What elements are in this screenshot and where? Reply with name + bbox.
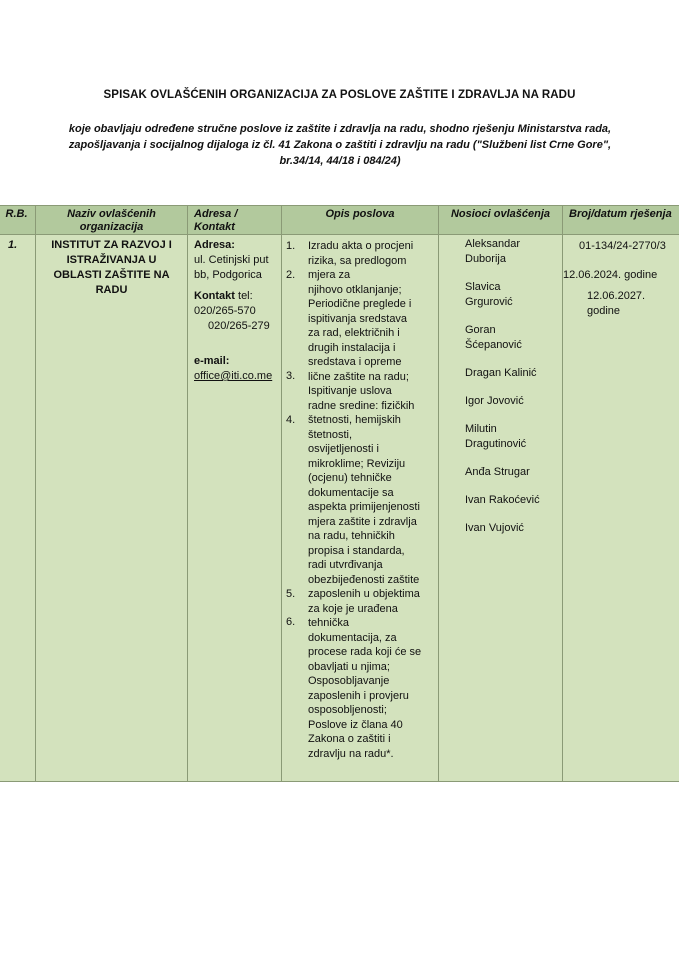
document-subtitle — [20, 121, 660, 169]
nosilac-item — [465, 521, 562, 536]
naziv-line: ISTRAŽIVANJA U — [66, 254, 157, 266]
cell-nosioci — [439, 235, 563, 782]
nosilac-item — [465, 280, 562, 310]
naziv-line: INSTITUT ZA RAZVOJ I — [51, 239, 172, 251]
header-naziv-line: Naziv ovlašćenih — [67, 208, 156, 220]
opis-line: Ispitivanje uslova — [308, 385, 392, 397]
opis-line: Periodične preglede i — [308, 298, 412, 310]
opis-line: aspekta primijenjenosti — [308, 501, 420, 513]
opis-line: radne sredine: fizičkih — [308, 399, 415, 412]
header-adresa-line: Adresa / — [194, 208, 238, 220]
cell-naziv — [36, 235, 188, 782]
opis-line: Osposobljavanje — [308, 675, 390, 687]
nosilac-name-line: Šćepanović — [465, 339, 522, 351]
opis-line: zaposlenih u objektima — [308, 588, 420, 600]
nosilac-item — [465, 394, 562, 409]
nosilac-item — [465, 323, 562, 353]
opis-line: drugih instalacija i — [308, 341, 396, 354]
opis-number: 3. — [286, 370, 296, 382]
opis-line: zaposlenih i provjeru — [308, 689, 409, 702]
header-adresa — [188, 206, 282, 235]
opis-line: Izradu akta o procjeni — [308, 240, 414, 252]
datum-do-godine: godine — [587, 305, 621, 317]
kontakt-label: Kontakt — [194, 290, 235, 302]
header-nosioci: Nosioci ovlašćenja — [439, 206, 563, 235]
subtitle-line: br.34/14, 44/18 i 084/24) — [279, 155, 401, 167]
opis-number: 1. — [286, 240, 296, 252]
nosilac-name-line: Milutin — [465, 423, 497, 435]
opis-line: Poslove iz člana 40 — [308, 718, 403, 731]
cell-opis — [282, 235, 439, 782]
opis-line: radi utvrđivanja — [308, 559, 383, 571]
opis-line: zdravlju na radu*. — [308, 747, 394, 760]
opis-line: dokumentacija, za — [308, 631, 397, 644]
opis-line: (ocjenu) tehničke — [308, 472, 392, 484]
opis-line: procese rada koji će se — [308, 646, 422, 658]
header-naziv — [36, 206, 188, 235]
email-link[interactable]: office@iti.co.me — [194, 370, 273, 382]
cell-broj — [563, 235, 679, 782]
opis-line: Zakona o zaštiti i — [308, 733, 391, 745]
tel-2: 020/265-279 — [208, 320, 270, 332]
opis-number: 4. — [286, 414, 296, 426]
adresa-label: Adresa: — [194, 239, 235, 251]
opis-line: mjera za — [308, 269, 351, 281]
opis-line: mikroklime; Reviziju — [308, 457, 406, 470]
header-rb: R.B. — [0, 206, 36, 235]
opis-number: 5. — [286, 588, 296, 600]
datum-od: 12.06.2024. godine — [563, 269, 658, 281]
nosilac-item — [465, 237, 562, 267]
opis-line: štetnosti, — [308, 428, 353, 441]
adresa-line: ul. Cetinjski put — [194, 254, 269, 266]
nosilac-item — [465, 422, 562, 452]
nosilac-name-line: Aleksandar — [465, 238, 521, 250]
nosilac-name-line: Ivan Vujović — [465, 522, 524, 534]
cell-adresa — [188, 235, 282, 782]
subtitle-line: koje obavljaju određene stručne poslove iz zaštite i zdravlja na radu, shodno rješenju Ministarstva rada, — [68, 123, 612, 135]
broj-resenja: 01-134/24-2770/3 — [579, 240, 666, 252]
naziv-line: RADU — [95, 284, 128, 296]
opis-line: lične zaštite na radu; — [308, 370, 409, 383]
opis-number: 2. — [286, 269, 296, 281]
cell-rb: 1. — [0, 235, 36, 782]
opis-line: njihovo otklanjanje; — [308, 283, 402, 296]
opis-line: osvijetljenosti i — [308, 443, 379, 455]
table-header-row — [0, 206, 679, 235]
opis-line: tehnička — [308, 617, 349, 629]
nosilac-name-line: Dragan Kalinić — [465, 367, 537, 379]
opis-line: propisa i standarda, — [308, 544, 405, 557]
header-opis: Opis poslova — [282, 206, 439, 235]
opis-line: obezbijeđenosti zaštite — [308, 573, 420, 586]
opis-line: sredstava i opreme — [308, 356, 402, 368]
opis-line: ispitivanja sredstava — [308, 312, 408, 325]
opis-line: na radu, tehničkih — [308, 530, 395, 542]
opis-line: za koje je urađena — [308, 602, 398, 615]
opis-line: za rad, električnih i — [308, 327, 400, 339]
nosilac-item — [465, 366, 562, 381]
header-adresa-line: Kontakt — [194, 221, 235, 233]
nosilac-name-line: Dragutinović — [465, 438, 527, 450]
nosilac-item — [465, 465, 562, 480]
tel-1: 020/265-570 — [194, 305, 256, 317]
opis-text — [308, 239, 432, 761]
naziv-line: OBLASTI ZAŠTITE NA — [53, 269, 170, 281]
subtitle-line: zapošljavanja i socijalnog dijaloga iz čl. 41 Zakona o zaštiti i zdravlju na radu ("Službeni list Crne Gore", — [68, 139, 612, 151]
opis-line: osposobljenosti; — [308, 704, 387, 716]
nosilac-name-line: Slavica — [465, 281, 501, 293]
organizations-table — [0, 205, 679, 782]
opis-line: dokumentacije sa — [308, 486, 394, 499]
nosilac-name-line: Grgurović — [465, 296, 513, 308]
adresa-line: bb, Podgorica — [194, 269, 262, 281]
nosilac-name-line: Goran — [465, 324, 496, 336]
nosilac-name-line: Anđa Strugar — [465, 466, 530, 478]
opis-line: štetnosti, hemijskih — [308, 414, 401, 426]
opis-line: rizika, sa predlogom — [308, 254, 407, 267]
datum-do: 12.06.2027. — [587, 290, 646, 302]
opis-line: obavljati u njima; — [308, 660, 390, 673]
nosilac-name-line: Igor Jovović — [465, 395, 524, 407]
header-broj: Broj/datum rješenja — [563, 206, 679, 235]
opis-line: mjera zaštite i zdravlja — [308, 515, 417, 528]
header-naziv-line: organizacija — [79, 221, 144, 233]
tel-label: tel: — [234, 290, 253, 302]
table-row — [0, 235, 679, 782]
document-title: SPISAK OVLAŠĆENIH ORGANIZACIJA ZA POSLOVE ZAŠTITE I ZDRAVLJA NA RADU — [103, 89, 576, 101]
email-label: e-mail: — [194, 355, 230, 367]
nosilac-name-line: Ivan Rakoćević — [465, 494, 540, 506]
nosilac-name-line: Duborija — [465, 253, 506, 265]
opis-number: 6. — [286, 616, 296, 628]
nosilac-item — [465, 493, 562, 508]
